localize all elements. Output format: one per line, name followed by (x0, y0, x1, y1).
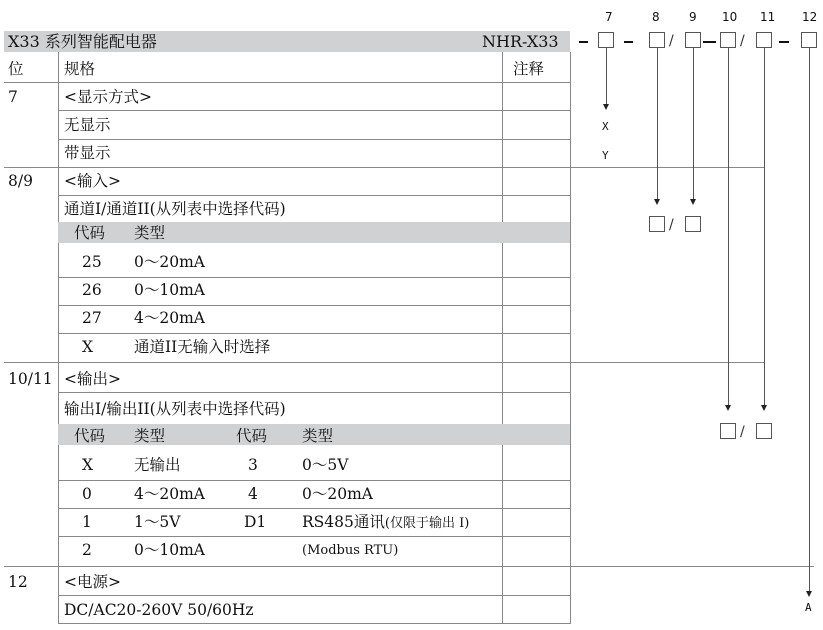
code-slash: / (669, 217, 674, 233)
output-row-code2: 4 (248, 485, 258, 503)
code-position-number: 12 (802, 10, 818, 24)
section-line (4, 566, 814, 567)
divider-col2 (502, 52, 503, 624)
output-row-type: 4～20mA (134, 485, 205, 503)
output-col-code2: 代码 (236, 427, 268, 445)
output-row-code: 2 (82, 541, 92, 559)
input-row-type: 0～20mA (134, 253, 205, 271)
code-dash (579, 41, 588, 43)
row-line (58, 333, 570, 334)
code-position-number: 7 (605, 10, 613, 24)
output-code-box-10 (720, 423, 736, 439)
output-row-code2: D1 (244, 513, 267, 531)
power-code: A (805, 601, 812, 614)
section-line (4, 362, 764, 363)
column-position: 位 (8, 60, 24, 78)
output-row-code: 1 (82, 513, 92, 531)
code-dash (703, 41, 716, 43)
column-note: 注释 (513, 60, 545, 78)
output-code-box-11 (756, 423, 772, 439)
input-row-code: 27 (82, 309, 102, 327)
output-row-code: X (82, 456, 94, 474)
display-position: 7 (8, 88, 18, 106)
connector-line-7 (606, 48, 607, 106)
power-heading: <电源> (64, 573, 121, 591)
rs485-label: RS485通讯 (302, 513, 385, 531)
output-row-type2: (Modbus RTU) (302, 543, 399, 558)
output-heading: <输出> (64, 370, 121, 388)
connector-line-12 (809, 48, 810, 593)
input-row-code: X (82, 338, 94, 356)
section-line (4, 167, 764, 168)
connector-line-9 (693, 48, 694, 200)
connector-line-10 (728, 48, 729, 406)
code-box-9 (685, 32, 701, 48)
output-row-code: 0 (82, 485, 92, 503)
row-line (58, 480, 570, 481)
input-row-type: 0～10mA (134, 281, 205, 299)
code-slash: / (669, 33, 674, 49)
output-col-type: 类型 (134, 427, 166, 445)
row-line (58, 536, 570, 537)
row-line (58, 595, 570, 596)
row-line (58, 195, 570, 196)
code-slash: / (740, 424, 745, 440)
arrow-down-icon (806, 591, 812, 597)
arrow-down-icon (603, 104, 609, 110)
connector-line-11 (764, 48, 765, 406)
output-col-type2: 类型 (302, 427, 334, 445)
connector-line-8 (657, 48, 658, 200)
display-code: Y (602, 149, 609, 162)
input-row-type: 通道II无输入时选择 (134, 338, 271, 356)
output-position: 10/11 (8, 370, 53, 388)
arrow-down-icon (690, 199, 696, 205)
row-line (58, 139, 570, 140)
code-dash (779, 41, 789, 43)
code-slash: / (740, 33, 745, 49)
product-title: X33 系列智能配电器 (8, 32, 157, 51)
row-line (58, 508, 570, 509)
divider-col1 (58, 52, 59, 624)
input-heading: <输入> (64, 172, 121, 190)
display-option-label: 带显示 (64, 144, 111, 162)
output-row-type2: 0～5V (302, 456, 349, 474)
rs485-note: (仅限于输出 I) (384, 516, 470, 531)
code-position-number: 9 (689, 10, 697, 24)
row-line (4, 82, 570, 83)
row-line (58, 110, 570, 111)
row-line (58, 305, 570, 306)
display-code: X (602, 120, 609, 133)
input-position: 8/9 (8, 172, 33, 190)
output-row-type2 (302, 512, 469, 533)
output-col-code: 代码 (74, 427, 106, 445)
code-box-11 (756, 32, 772, 48)
input-col-type: 类型 (134, 224, 166, 242)
output-row-code2: 3 (248, 456, 258, 474)
output-row-type: 1～5V (134, 513, 181, 531)
code-box-12 (801, 32, 817, 48)
display-option-label: 无显示 (64, 116, 111, 134)
input-row-type: 4～20mA (134, 309, 205, 327)
input-row-code: 25 (82, 253, 102, 271)
power-position: 12 (8, 573, 28, 591)
code-box-8 (649, 32, 665, 48)
output-row-type: 0～10mA (134, 541, 205, 559)
input-code-box-8 (649, 216, 665, 232)
row-line (58, 277, 570, 278)
code-position-number: 11 (760, 10, 776, 24)
model-number: NHR-X33 (482, 32, 559, 51)
input-row-code: 26 (82, 281, 102, 299)
code-dash (624, 41, 633, 43)
input-code-box-9 (685, 216, 701, 232)
table-bottom-line (58, 623, 570, 624)
input-subheading: 通道I/通道II(从列表中选择代码) (64, 200, 286, 218)
code-position-number: 8 (652, 10, 660, 24)
arrow-down-icon (725, 405, 731, 411)
output-row-type: 无输出 (134, 456, 181, 474)
arrow-down-icon (654, 199, 660, 205)
output-row-type2: 0～20mA (302, 485, 373, 503)
arrow-down-icon (761, 405, 767, 411)
power-value: DC/AC20-260V 50/60Hz (64, 601, 254, 619)
divider-col3 (570, 52, 571, 624)
input-col-code: 代码 (74, 224, 106, 242)
code-position-number: 10 (722, 10, 738, 24)
code-box-7 (598, 32, 614, 48)
output-subheading: 输出I/输出II(从列表中选择代码) (64, 400, 286, 418)
code-box-10 (720, 32, 736, 48)
row-line (58, 392, 570, 393)
display-heading: <显示方式> (64, 88, 152, 106)
column-spec: 规格 (64, 60, 96, 78)
